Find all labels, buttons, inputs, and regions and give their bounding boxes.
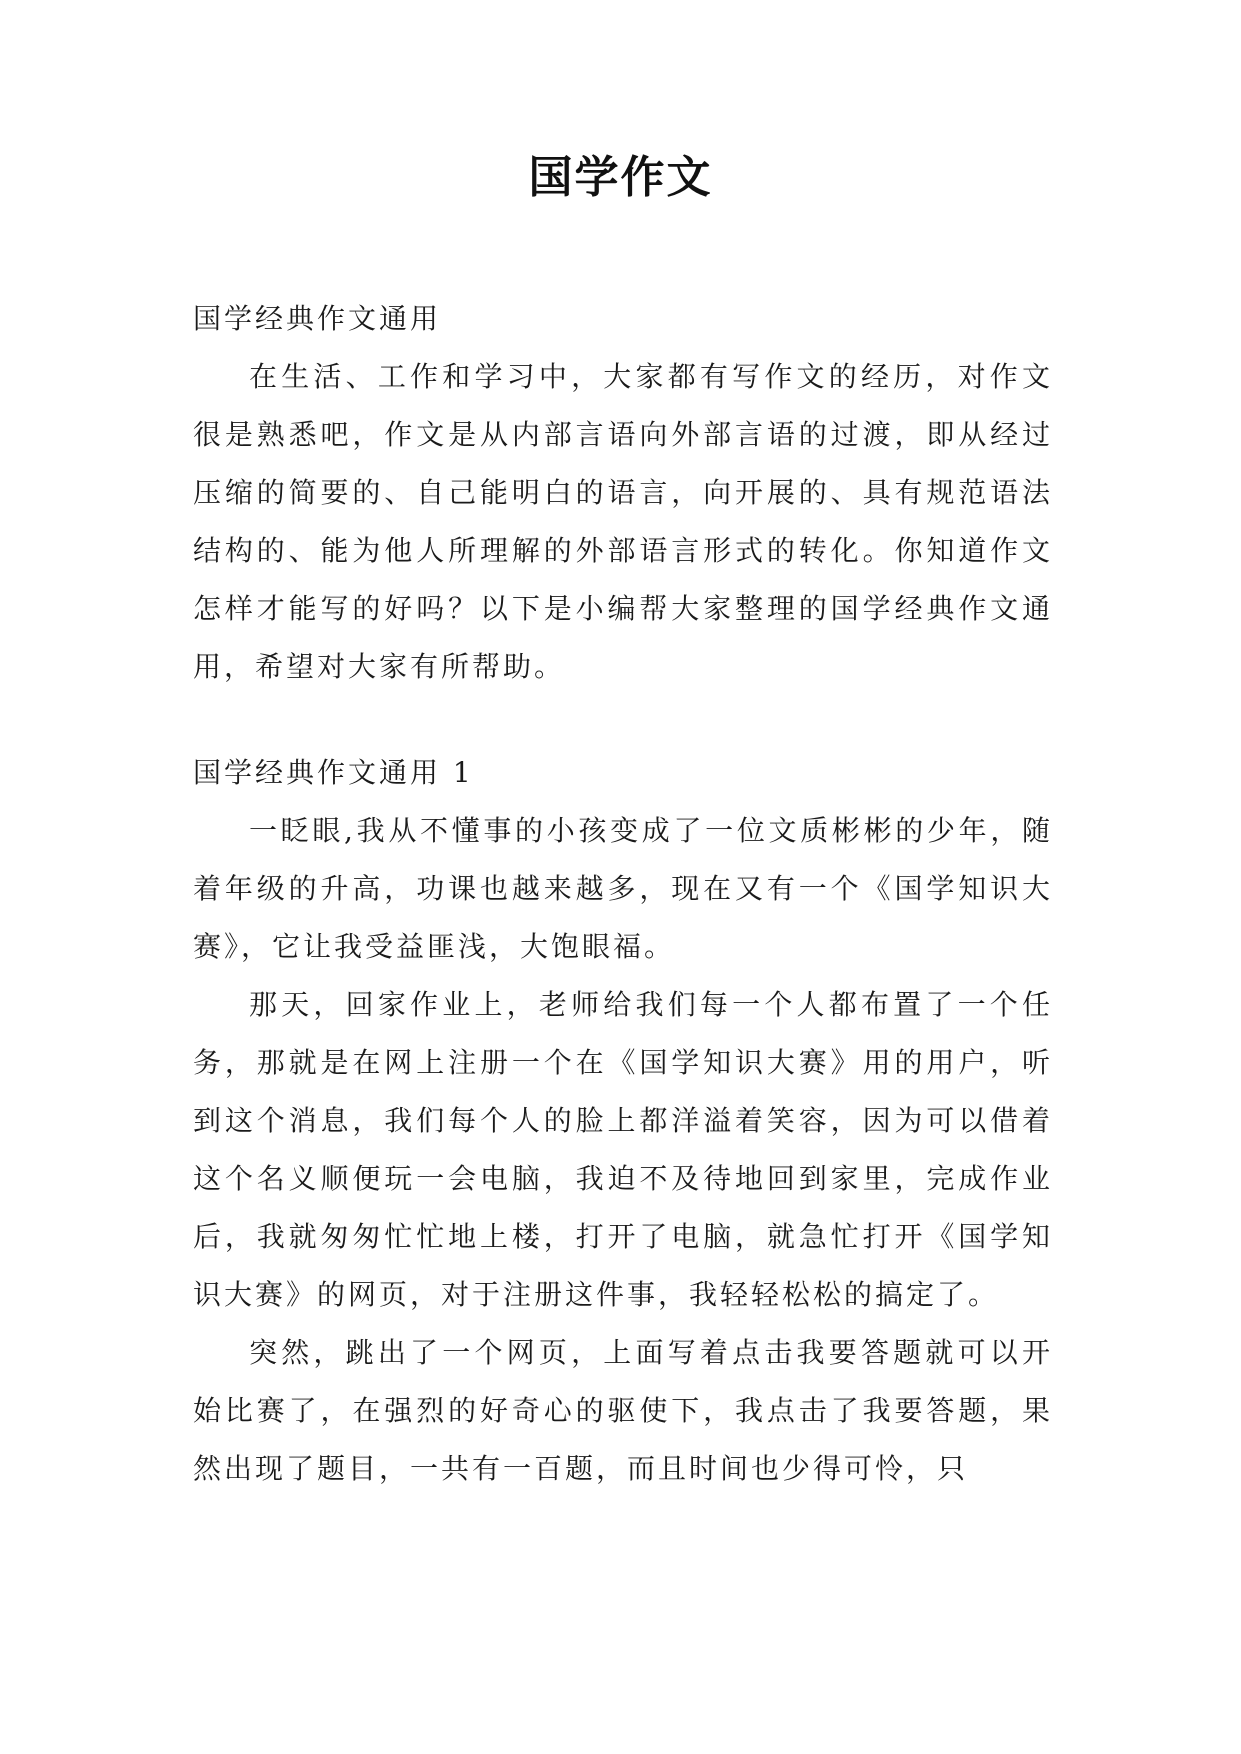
section-1-paragraph: 那天，回家作业上，老师给我们每一个人都布置了一个任务，那就是在网上注册一个在《国学知识大赛》用的用户，听到这个消息，我们每个人的脸上都洋溢着笑容，因为可以借着这个名义顺便玩一会电脑，我迫不及待地回到家里，完成作业后，我就匆匆忙忙地上楼，打开了电脑，就急忙打开《国学知识大赛》的网页，对于注册这件事，我轻轻松松的搞定了。 (193, 988, 1053, 1311)
section-1-paragraph: 突然，跳出了一个网页，上面写着点击我要答题就可以开始比赛了，在强烈的好奇心的驱使下，我点击了我要答题，果然出现了题目，一共有一百题，而且时间也少得可怜，只 (193, 1336, 1053, 1485)
section-1-heading: 国学经典作文通用 1 (193, 756, 474, 789)
intro-paragraph: 在生活、工作和学习中，大家都有写作文的经历，对作文很是熟悉吧，作文是从内部言语向外部言语的过渡，即从经过压缩的简要的、自己能明白的语言，向开展的、具有规范语法结构的、能为他人所理解的外部语言形式的转化。你知道作文怎样才能写的好吗？以下是小编帮大家整理的国学经典作文通用，希望对大家有所帮助。 (193, 360, 1053, 683)
intro-heading: 国学经典作文通用 (193, 302, 442, 335)
section-spacer (193, 696, 1053, 744)
document-title: 国学作文 (528, 152, 713, 203)
section-1-paragraph: 一眨眼,我从不懂事的小孩变成了一位文质彬彬的少年，随着年级的升高，功课也越来越多，现在又有一个《国学知识大赛》，它让我受益匪浅，大饱眼福。 (193, 814, 1053, 963)
document-body (193, 290, 1053, 1498)
